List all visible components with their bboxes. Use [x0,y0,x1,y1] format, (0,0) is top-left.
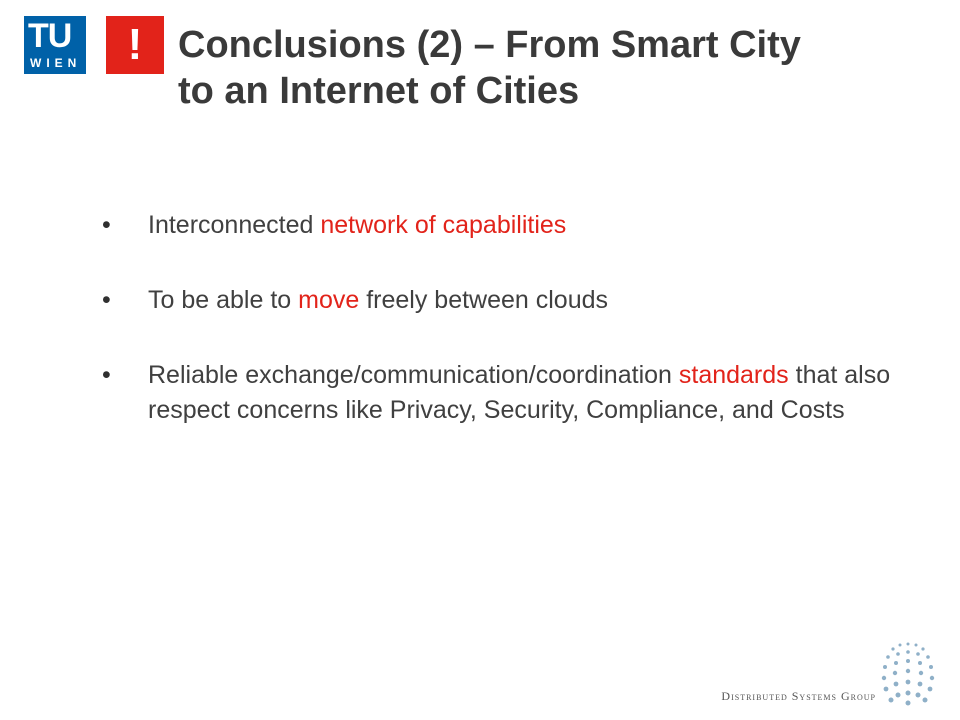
footer-logo [708,640,938,706]
bullet-item [96,208,896,243]
bullet-item [96,283,896,318]
bullet-text: Reliable exchange/communication/coordination [148,361,679,389]
bullet-highlight: standards [678,361,789,389]
slide-title-line-1: Conclusions (2) – From Smart City [178,24,801,66]
bullet-highlight: move [298,286,360,314]
wien-text: WIEN [30,56,82,70]
exclamation-icon: ! [106,16,164,74]
slide-title [178,22,938,114]
bullet-text: that also respect concerns like Privacy, Security, Compliance, and Costs [148,361,891,424]
slide-title-line-2: to an Internet of Cities [178,70,580,112]
tu-block [24,16,86,74]
tu-text: TU [28,17,72,55]
dot-sphere-icon [878,640,938,706]
footer-label: Distributed Systems Group [721,689,876,703]
bullet-text: freely between clouds [359,286,609,314]
bullet-highlight: network of capabilities [320,211,567,239]
bullet-text: Interconnected [148,211,321,239]
bullet-list [96,208,896,468]
bullet-item [96,358,896,428]
tu-wien-logo [24,16,144,74]
bullet-text: To be able to [148,286,299,314]
